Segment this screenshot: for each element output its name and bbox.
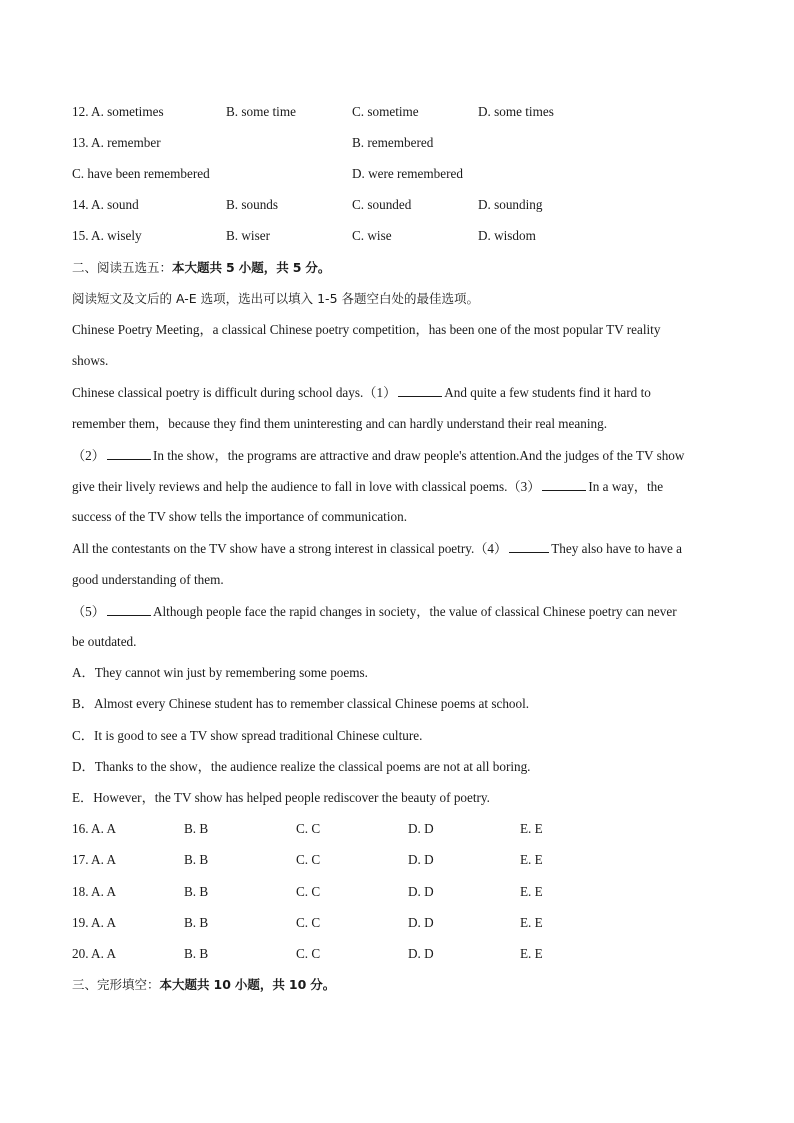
question-12 [72, 104, 164, 120]
answer-option-b: B. B [184, 821, 209, 836]
answer-option-b: B. B [184, 852, 209, 867]
answer-option-d: D. D [408, 852, 434, 867]
answer-option-d: D. D [408, 915, 434, 930]
answer-option-b: B. B [184, 884, 209, 899]
answer-row: 17. A. A [72, 852, 116, 867]
passage-line: shows. [72, 353, 109, 368]
answer-option-e: E. E [520, 821, 543, 836]
passage-line: （5） Although people face the rapid changes in society，the value of classical Chinese poetry can never [72, 604, 677, 619]
option-a: wisely [107, 228, 142, 243]
option-a: sound [107, 197, 139, 212]
answer-option-c: C. C [296, 884, 321, 899]
option-d: D. sounding [478, 197, 543, 212]
choice-option-c: C．It is good to see a TV show spread traditional Chinese culture. [72, 728, 423, 743]
answer-option-b: B. B [184, 946, 209, 961]
choice-option-e: E．However，the TV show has helped people rediscover the beauty of poetry. [72, 790, 490, 805]
question-13-option-a: 13. A. remember [72, 135, 161, 150]
passage-line: Chinese Poetry Meeting，a classical Chinese poetry competition，has been one of the most popular TV reality [72, 322, 661, 337]
blank-5[interactable] [107, 603, 151, 616]
choice-option-b: B．Almost every Chinese student has to remember classical Chinese poems at school. [72, 696, 530, 711]
option-a: sometimes [107, 104, 164, 119]
option-b: B. wiser [226, 228, 270, 243]
passage-line: Chinese classical poetry is difficult during school days.（1） And quite a few students find it hard to [72, 385, 651, 400]
question-14 [72, 197, 139, 213]
answer-row: 19. A. A [72, 915, 116, 930]
choice-option-d: D．Thanks to the show，the audience realize the classical poems are not at all boring. [72, 759, 531, 774]
option-c: C. sometime [352, 104, 419, 119]
option-c: C. wise [352, 228, 392, 243]
question-13-option-b: B. remembered [352, 135, 434, 150]
question-number: 15. A. [72, 228, 104, 243]
answer-option-b: B. B [184, 915, 209, 930]
passage-line: remember them，because they find them uninteresting and can hardly understand their real meaning. [72, 416, 608, 431]
choice-option-a: A．They cannot win just by remembering some poems. [72, 665, 368, 680]
answer-option-c: C. C [296, 821, 321, 836]
blank-4[interactable] [509, 540, 549, 553]
blank-3[interactable] [542, 478, 586, 491]
section-2-instruction: 阅读短文及文后的 A-E 选项，选出可以填入 1-5 各题空白处的最佳选项。 [72, 291, 479, 306]
answer-option-c: C. C [296, 946, 321, 961]
option-b: B. some time [226, 104, 296, 119]
answer-option-e: E. E [520, 915, 543, 930]
answer-option-d: D. D [408, 946, 434, 961]
answer-option-e: E. E [520, 852, 543, 867]
blank-1[interactable] [398, 384, 442, 397]
question-13-option-c: C. have been remembered [72, 166, 210, 181]
question-number: 14. A. [72, 197, 104, 212]
answer-option-e: E. E [520, 884, 543, 899]
passage-line: （2） In the show，the programs are attractive and draw people's attention.And the judges of the TV show [72, 448, 685, 463]
answer-row: 20. A. A [72, 946, 116, 961]
passage-line: give their lively reviews and help the audience to fall in love with classical poems.（3） In a way，the [72, 479, 664, 494]
section-3-heading: 三、完形填空：本大题共 10 小题，共 10 分。 [72, 977, 336, 992]
blank-2[interactable] [107, 447, 151, 460]
passage-line: be outdated. [72, 634, 137, 649]
answer-option-d: D. D [408, 821, 434, 836]
question-number: 12. A. [72, 104, 104, 119]
section-2-heading: 二、阅读五选五：本大题共 5 小题，共 5 分。 [72, 260, 331, 275]
answer-option-c: C. C [296, 915, 321, 930]
answer-option-e: E. E [520, 946, 543, 961]
option-b: B. sounds [226, 197, 279, 212]
answer-option-d: D. D [408, 884, 434, 899]
option-d: D. wisdom [478, 228, 536, 243]
passage-line: All the contestants on the TV show have a strong interest in classical poetry.（4） They also have to have a [72, 541, 682, 556]
answer-row: 18. A. A [72, 884, 116, 899]
option-c: C. sounded [352, 197, 412, 212]
passage-line: good understanding of them. [72, 572, 224, 587]
answer-option-c: C. C [296, 852, 321, 867]
question-15 [72, 228, 142, 244]
question-13-option-d: D. were remembered [352, 166, 463, 181]
passage-line: success of the TV show tells the importance of communication. [72, 509, 407, 524]
option-d: D. some times [478, 104, 554, 119]
answer-row: 16. A. A [72, 821, 116, 836]
